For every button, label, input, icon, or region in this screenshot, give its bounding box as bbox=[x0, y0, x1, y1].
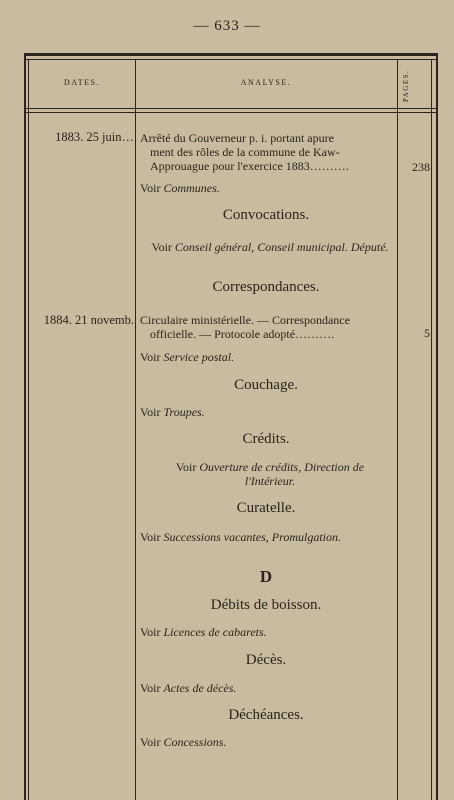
section-heading-decheances: Déchéances. bbox=[228, 707, 304, 723]
see-also-ref: Troupes. bbox=[163, 405, 205, 419]
see-also-credits bbox=[150, 460, 390, 488]
left-inner-border bbox=[28, 59, 29, 800]
entry-page: 238 bbox=[412, 160, 430, 174]
see-also-ref: Successions vacantes, Promulgation. bbox=[163, 530, 341, 544]
voir-label: Voir bbox=[140, 405, 161, 419]
section-heading-couchage: Couchage. bbox=[234, 377, 298, 393]
entry-analysis bbox=[140, 131, 394, 173]
see-also-ref: Concessions. bbox=[163, 735, 227, 749]
right-outer-border bbox=[436, 53, 438, 800]
see-also-ref: Service postal. bbox=[163, 350, 235, 364]
voir-label: Voir bbox=[175, 460, 197, 474]
entry-analysis-continuation: ment des rôles de la commune de Kaw-Approuague pour l'exercice 1883………. bbox=[150, 145, 349, 173]
table-top-rule bbox=[24, 53, 437, 56]
see-also-ref: Actes de décès. bbox=[163, 681, 237, 695]
see-also-service-postal bbox=[140, 350, 394, 364]
see-also-ref: Ouverture de crédits, Direction de l'Intérieur. bbox=[199, 460, 365, 488]
entry-analysis-continuation: officielle. — Protocole adopté………. bbox=[150, 327, 335, 341]
section-heading-correspondances: Correspondances. bbox=[212, 279, 320, 295]
entry-analysis-first-line: Circulaire ministérielle. — Correspondance bbox=[140, 313, 350, 327]
see-also-ref: Conseil général, Conseil municipal. Député. bbox=[174, 240, 389, 254]
see-also-couchage bbox=[140, 405, 394, 419]
section-heading-curatelle: Curatelle. bbox=[236, 500, 296, 516]
left-outer-border bbox=[24, 53, 26, 800]
voir-label: Voir bbox=[140, 350, 161, 364]
analyse-column-header: ANALYSE. bbox=[240, 78, 292, 87]
right-inner-border bbox=[431, 59, 432, 800]
dates-column-header: DATES. bbox=[64, 78, 100, 87]
entry-analysis bbox=[140, 313, 394, 341]
section-heading-credits: Crédits. bbox=[242, 431, 290, 447]
voir-label: Voir bbox=[140, 735, 161, 749]
section-heading-convocations: Convocations. bbox=[222, 207, 310, 223]
voir-label: Voir bbox=[140, 530, 161, 544]
entry-page: 5 bbox=[424, 326, 430, 340]
see-also-decheances bbox=[140, 735, 394, 749]
see-also-convocations bbox=[150, 240, 390, 254]
dates-column-divider bbox=[135, 59, 136, 800]
pages-column-header: PAGES. bbox=[402, 69, 410, 103]
see-also-debits bbox=[140, 625, 394, 639]
voir-label: Voir bbox=[140, 181, 161, 195]
entry-date: 1884. 21 novemb. bbox=[43, 313, 134, 327]
voir-label: Voir bbox=[151, 240, 172, 254]
entry-analysis-first-line: Arrêté du Gouverneur p. i. portant apure bbox=[140, 131, 334, 145]
see-also-deces bbox=[140, 681, 394, 695]
see-also-communes bbox=[140, 181, 394, 195]
header-bottom-rule-inner bbox=[24, 112, 437, 113]
see-also-ref: Communes. bbox=[163, 181, 220, 195]
letter-heading: D bbox=[259, 567, 273, 586]
see-also-ref: Licences de cabarets. bbox=[163, 625, 267, 639]
section-heading-debits: Débits de boisson. bbox=[210, 597, 322, 613]
voir-label: Voir bbox=[140, 625, 161, 639]
page-number: — 633 — bbox=[193, 18, 261, 34]
table-top-rule-inner bbox=[24, 59, 437, 60]
section-heading-deces: Décès. bbox=[245, 652, 287, 668]
entry-date: 1883. 25 juin… bbox=[55, 130, 134, 144]
see-also-curatelle bbox=[140, 530, 394, 544]
pages-column-divider bbox=[397, 59, 398, 800]
header-bottom-rule bbox=[24, 108, 437, 109]
voir-label: Voir bbox=[140, 681, 161, 695]
